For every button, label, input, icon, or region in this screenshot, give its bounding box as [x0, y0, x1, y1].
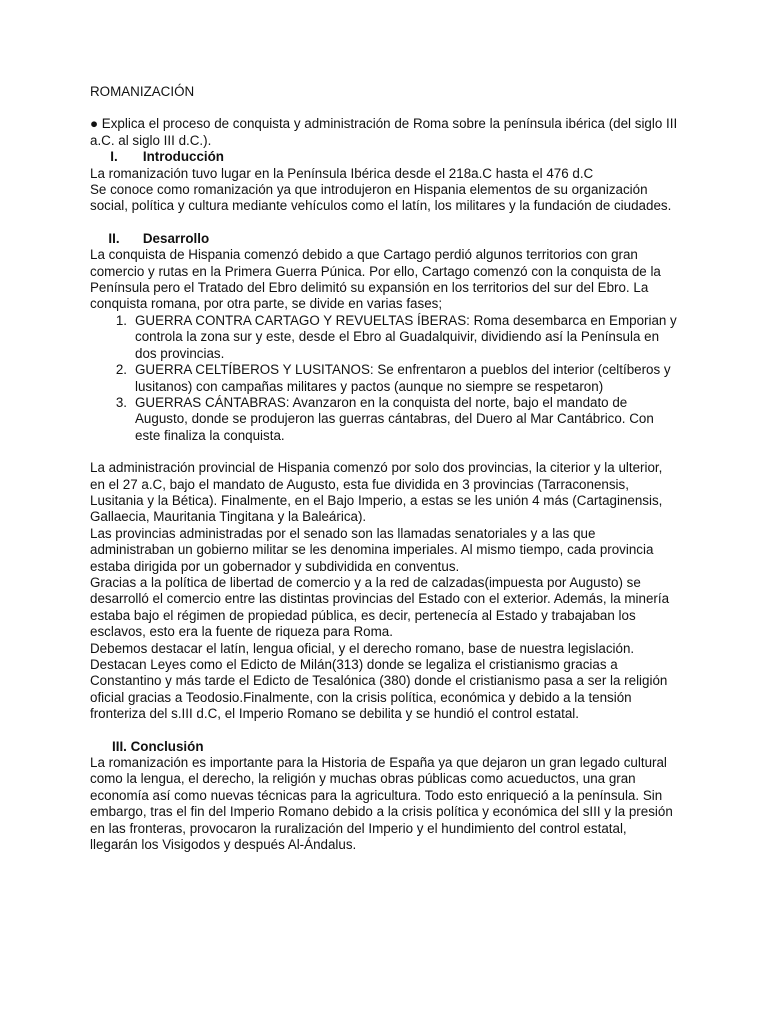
section-title: Introducción: [142, 149, 224, 165]
document-title: ROMANIZACIÓN: [90, 84, 195, 99]
paragraph: La romanización tuvo lugar en la Península Ibérica desde el 218a.C hasta el 476 d.C: [90, 165, 594, 181]
list-text: GUERRA CONTRA CARTAGO Y REVUELTAS ÍBERAS: Roma desembarca en Emporian y controla la zona sur y este, desde el Ebro al Guadalquivir, dividiendo así la Península en dos provincias.: [135, 312, 677, 361]
paragraph: Gracias a la política de libertad de comercio y a la red de calzadas(impuesta por Augusto) se desarrolló el comercio entre las distintas provincias del Estado con el exterior. Además, la minería estaba bajo el régimen de propiedad pública, es decir, pertenecía al Estado y trabajaban los esclavos, esto era la fuente de riqueza para Roma.: [90, 574, 670, 640]
section-heading-introduction: [90, 149, 678, 165]
list-number: 3.: [115, 394, 127, 410]
spacer: [90, 444, 678, 460]
section-numeral: I.: [110, 149, 118, 165]
list-item: [90, 362, 678, 395]
list-number: 1.: [115, 312, 127, 328]
section-heading-conclusion: III. Conclusión: [112, 738, 204, 754]
essay-question: ● Explica el proceso de conquista y administración de Roma sobre la península ibérica (del siglo III a.C. al siglo III d.C.).: [90, 116, 678, 148]
list-item: [90, 313, 678, 362]
paragraph: Se conoce como romanización ya que introdujeron en Hispania elementos de su organización social, política y cultura mediante vehículos como el latín, los militares y la fundación de ciudades.: [90, 182, 672, 214]
section-numeral: II.: [108, 230, 120, 246]
list-text: GUERRAS CÁNTABRAS: Avanzaron en la conquista del norte, bajo el mandato de Augusto, donde se produjeron las guerras cántabras, del Duero al Mar Cantábrico. Con este finaliza la conquista.: [135, 394, 654, 443]
paragraph: Debemos destacar el latín, lengua oficial, y el derecho romano, base de nuestra legislación.: [90, 640, 635, 656]
paragraph: La romanización es importante para la Historia de España ya que dejaron un gran legado cultural como la lengua, el derecho, la religión y muchas obras públicas como acueductos, una gran economía así como nuevas técnicas para la agricultura. Todo esto enriqueció a la península. Sin embargo, tras el fin del Imperio Romano debido a la crisis política y económica del sIII y la presión en las fronteras, provocaron la ruralización del Imperio y el hundimiento del control estatal, llegarán los Visigodos y después Al-Ándalus.: [90, 755, 673, 853]
section-title: Desarrollo: [142, 230, 210, 246]
section-heading-development: [90, 231, 678, 247]
conquest-phases-list: [90, 313, 678, 444]
paragraph: Las provincias administradas por el senado son las llamadas senatoriales y a las que administraban un gobierno militar se les denomina imperiales. Al mismo tiempo, cada provincia estaba dirigida por un gobernador y subdividida en conventus.: [90, 525, 654, 574]
paragraph: Destacan Leyes como el Edicto de Milán(313) donde se legaliza el cristianismo gracias a Constantino y más tarde el Edicto de Tesalónica (380) donde el cristianismo pasa a ser la religión oficial gracias a Teodosio.Finalmente, con la crisis política, económica y debido a la tensión fronteriza del s.III d.C, el Imperio Romano se debilita y se hundió el control estatal.: [90, 657, 668, 722]
list-text: GUERRA CELTÍBEROS Y LUSITANOS: Se enfrentaron a pueblos del interior (celtíberos y lusitanos) con campañas militares y pactos (aunque no siempre se respetaron): [135, 362, 671, 394]
paragraph: La administración provincial de Hispania comenzó por solo dos provincias, la citerior y la ulterior, en el 27 a.C, bajo el mandato de Augusto, esta fue dividida en 3 provincias (Tarraconensis, Lusitania y la Bética). Finalmente, en el Bajo Imperio, a estas se les unión 4 más (Cartaginensis, Gallaecia, Mauritania Tingitana y la Baleárica).: [90, 460, 663, 525]
list-item: [90, 395, 678, 444]
paragraph: La conquista de Hispania comenzó debido a que Cartago perdió algunos territorios con gran comercio y rutas en la Primera Guerra Púnica. Por ello, Cartago comenzó con la conquista de la Península pero el Tratado del Ebro delimitó su expansión en los territorios del sur del Ebro. La conquista romana, por otra parte, se divide en varias fases;: [90, 247, 661, 312]
list-number: 2.: [115, 362, 127, 378]
